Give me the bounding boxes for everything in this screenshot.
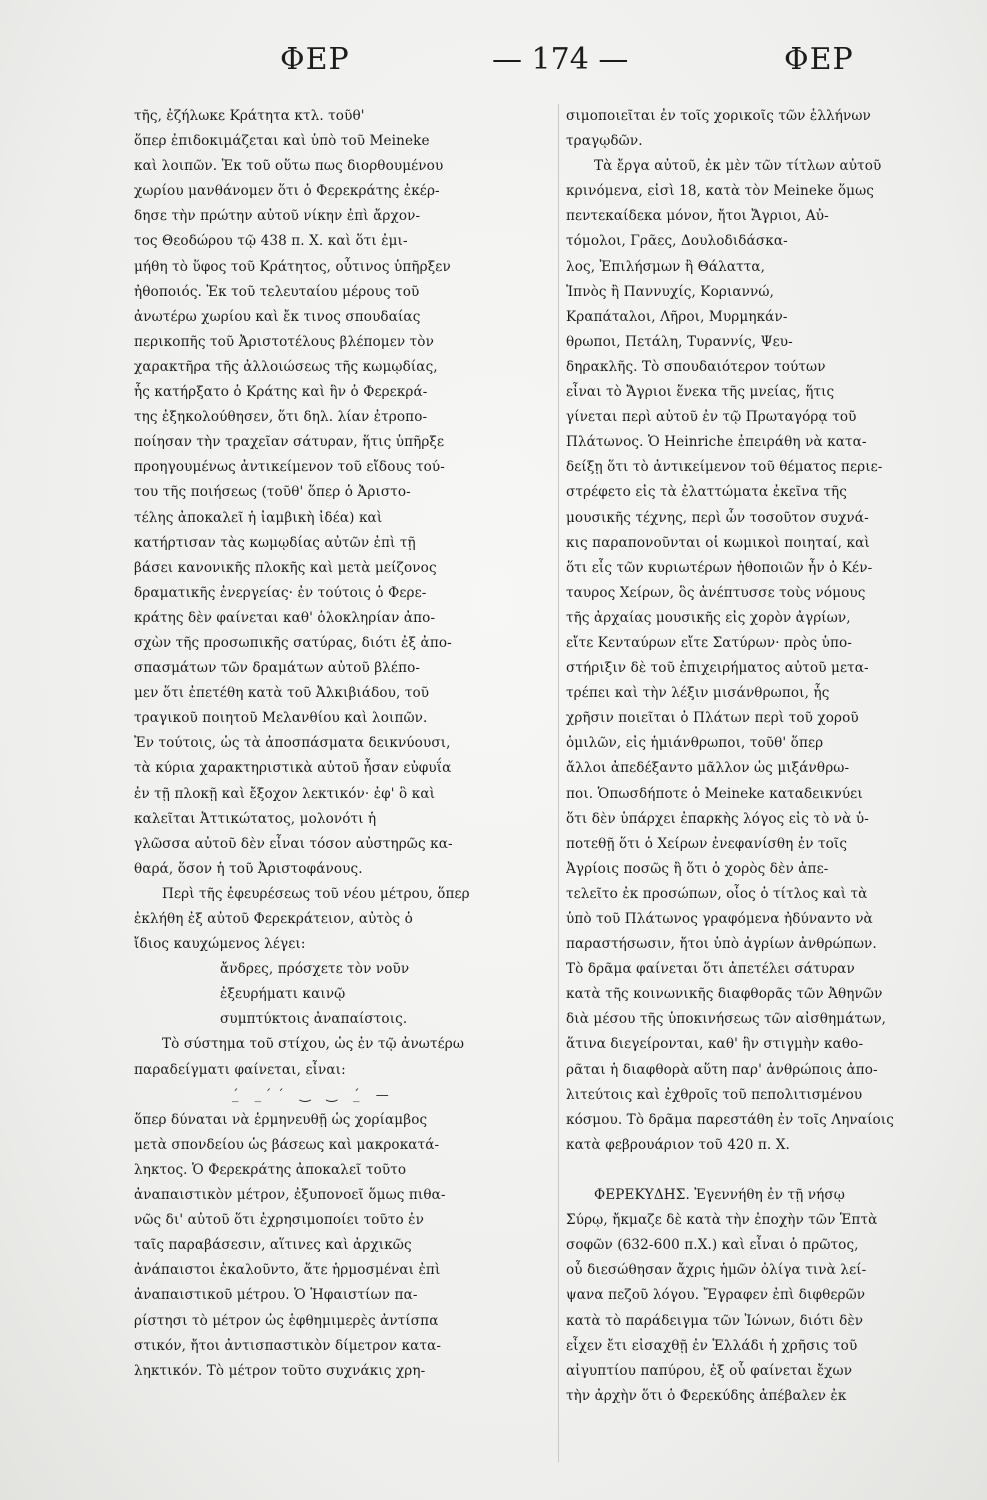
text-line: κατὰ τῆς κοινωνικῆς διαφθορᾶς τῶν Ἀθηνῶν: [566, 986, 883, 1003]
text-line: ρίστησι τὸ μέτρον ὡς ἑφθημιμερὲς ἀντίσπα: [134, 1312, 439, 1329]
text-line: ἅτινα διεγείρονται, καθ' ἣν στιγμὴν καθο-: [566, 1036, 864, 1053]
text-line: περικοπῆς τοῦ Ἀριστοτέλους βλέπομεν τὸν: [134, 333, 434, 350]
text-line: τῆς ἀρχαίας μουσικῆς εἰς χορὸν ἀγρίων,: [566, 609, 851, 626]
text-line: ποτεθῇ ὅτι ὁ Χείρων ἐνεφανίσθη ἐν τοῖς: [566, 835, 848, 852]
text-line: τραγῳδῶν.: [566, 133, 643, 150]
text-line: δείξῃ ὅτι τὸ ἀντικείμενον τοῦ θέματος περιε-: [566, 459, 883, 476]
text-line: κόσμου. Τὸ δρᾶμα παρεστάθη ἐν τοῖς Ληναίοις: [566, 1111, 894, 1128]
text-line: δηρακλῆς. Τὸ σπουδαιότερον τούτων: [566, 358, 826, 375]
text-line: ἴδιος καυχώμενος λέγει:: [134, 936, 306, 953]
text-line: ὑπὸ τοῦ Πλάτωνος γραφόμενα ἠδύναντο νὰ: [566, 911, 873, 927]
text-line: παραδείγματι φαίνεται, εἶναι:: [134, 1061, 346, 1078]
text-line: τραγικοῦ ποιητοῦ Μελανθίου καὶ λοιπῶν.: [134, 710, 428, 727]
text-line: Τὰ ἔργα αὐτοῦ, ἐκ μὲν τῶν τίτλων αὐτοῦ: [594, 158, 882, 175]
text-line: μετὰ σπονδείου ὡς βάσεως καὶ μακροκατά-: [134, 1136, 440, 1153]
text-line: καλεῖται Ἀττικώτατος, μολονότι ἡ: [134, 810, 377, 827]
text-line: ἐξευρήματι καινῷ: [220, 986, 346, 1003]
text-line: χρῆσιν ποιεῖται ὁ Πλάτων περὶ τοῦ χοροῦ: [566, 710, 859, 727]
text-line: θρωποι, Πετάλη, Τυραννίς, Ψευ-: [566, 333, 793, 350]
text-line: αἰγυπτίου παπύρου, ἐξ οὗ φαίνεται ἔχων: [566, 1362, 853, 1379]
text-line: τος Θεοδώρου τῷ 438 π. Χ. καὶ ὅτι ἐμι-: [134, 233, 408, 250]
text-line: στήριξιν δὲ τοῦ ἐπιχειρήματος αὐτοῦ μετα-: [566, 660, 869, 677]
text-line: δησε τὴν πρώτην αὐτοῦ νίκην ἐπὶ ἄρχον-: [134, 208, 421, 225]
text-line: ὅτι δὲν ὑπάρχει ἐπαρκὴς λόγος εἰς τὸ νὰ ὑ-: [566, 810, 869, 827]
text-line: του τῆς ποιήσεως (τοῦθ' ὅπερ ὁ Ἀριστο-: [134, 484, 411, 501]
text-line: στικόν, ἤτοι ἀντισπαστικὸν δίμετρον κατα-: [134, 1337, 442, 1354]
text-line: εἴτε Κενταύρων εἴτε Σατύρων· πρὸς ὑπο-: [566, 634, 852, 651]
text-line: ἀναπαιστικὸν μέτρον, ἐξυπονοεῖ ὅμως πιθα-: [134, 1187, 446, 1204]
text-line: ἐκλήθη ἐξ αὐτοῦ Φερεκράτειον, αὐτὸς ὁ: [134, 911, 413, 927]
text-line: χαρακτῆρα τῆς ἀλλοιώσεως τῆς κωμῳδίας,: [134, 358, 438, 375]
running-head-right: ΦΕΡ: [784, 42, 854, 77]
text-line: Τὸ δρᾶμα φαίνεται ὅτι ἀπετέλει σάτυραν: [566, 961, 855, 978]
text-line: τόμολοι, Γρᾶες, Δουλοδιδάσκα-: [566, 233, 788, 250]
text-line: ρᾶται ἡ διαφθορὰ αὕτη παρ' ἀνθρώποις ἀπο-: [566, 1061, 878, 1078]
text-line: τὰ κύρια χαρακτηριστικὰ αὐτοῦ ἦσαν εὐφυΐα: [134, 760, 452, 777]
text-line: πεντεκαίδεκα μόνον, ἤτοι Ἄγριοι, Αὐ-: [566, 208, 829, 225]
text-line: σπασμάτων τῶν δραμάτων αὐτοῦ βλέπο-: [134, 660, 421, 677]
text-line: ἀνωτέρω χωρίου καὶ ἔκ τινος σπουδαίας: [134, 308, 421, 325]
text-line: σοφῶν (632-600 π.Χ.) καὶ εἶναι ὁ πρῶτος,: [566, 1237, 859, 1254]
text-line: θαρά, ὅσον ἡ τοῦ Ἀριστοφάνους.: [134, 860, 363, 877]
left-text-column: [134, 104, 552, 1384]
text-line: τῆς, ἐζήλωκε Κράτητα κτλ. τοῦθ': [134, 108, 365, 124]
text-line: λος, Ἐπιλήσμων ἢ Θάλαττα,: [566, 258, 766, 275]
text-line: ὅπερ δύναται νὰ ἑρμηνευθῇ ὡς χορίαμβος: [134, 1111, 428, 1128]
text-line: Περὶ τῆς ἐφευρέσεως τοῦ νέου μέτρου, ὅπερ: [162, 885, 470, 902]
running-head-left: ΦΕΡ: [280, 42, 350, 77]
text-line: προηγουμένως ἀντικείμενον τοῦ εἴδους τού-: [134, 459, 445, 476]
text-line: γλῶσσα αὐτοῦ δὲν εἶναι τόσον αὐστηρῶς κα-: [134, 835, 453, 852]
text-line: κράτης δὲν φαίνεται καθ' ὁλοκληρίαν ἀπο-: [134, 609, 436, 626]
text-line: χωρίου μανθάνομεν ὅτι ὁ Φερεκράτης ἐκέρ-: [134, 183, 440, 200]
metrical-scheme: _́ _ ́´ ‿ ‿ _́ —: [232, 1087, 395, 1103]
text-line: ὁμιλῶν, εἰς ἡμιάνθρωποι, τοῦθ' ὅπερ: [566, 735, 824, 752]
text-line: Κραπάταλοι, Λῆροι, Μυρμηκάν-: [566, 308, 788, 325]
text-line: κατὰ φεβρουάριον τοῦ 420 π. Χ.: [566, 1136, 790, 1153]
text-line: στρέφετο εἰς τὰ ἐλαττώματα ἐκεῖνα τῆς: [566, 484, 847, 501]
text-line: κατήρτισαν τὰς κωμῳδίας αὐτῶν ἐπὶ τῇ: [134, 534, 416, 551]
text-line: ἠθοποιός. Ἐκ τοῦ τελευταίου μέρους τοῦ: [134, 283, 420, 300]
text-line: τελεῖτο ἐκ προσώπων, οἷος ὁ τίτλος καὶ τὰ: [566, 885, 868, 902]
text-line: συμπτύκτοις ἀναπαίστοις.: [220, 1011, 408, 1028]
text-line: γίνεται περὶ αὐτοῦ ἐν τῷ Πρωταγόρᾳ τοῦ: [566, 409, 857, 426]
text-line: τέλης ἀποκαλεῖ ἡ ἰαμβικὴ ἰδέα) καὶ: [134, 509, 383, 526]
text-line: τρέπει καὶ τὴν λέξιν μισάνθρωποι, ἧς: [566, 685, 830, 702]
text-line: μήθη τὸ ὕφος τοῦ Κράτητος, οὗτινος ὑπῆρξεν: [134, 258, 451, 275]
text-line: σχὼν τῆς προσωπικῆς σατύρας, διότι ἐξ ἀπο-: [134, 634, 452, 651]
column-divider: [558, 104, 559, 1462]
text-line: ποι. Ὁπωσδήποτε ὁ Meineke καταδεικνύει: [566, 785, 863, 802]
text-line: ποίησαν τὴν τραχεῖαν σάτυραν, ἥτις ὑπῆρξε: [134, 434, 445, 451]
text-line: καὶ λοιπῶν. Ἐκ τοῦ οὕτω πως διορθουμένου: [134, 158, 444, 175]
text-line: κατὰ τὸ παράδειγμα τῶν Ἰώνων, διότι δὲν: [566, 1312, 864, 1329]
text-line: δραματικῆς ἐνεργείας· ἐν τούτοις ὁ Φερε-: [134, 584, 427, 601]
text-line: ὅπερ ἐπιδοκιμάζεται καὶ ὑπὸ τοῦ Meineke: [134, 133, 430, 150]
text-line: παραστήσωσιν, ἤτοι ὑπὸ ἀγρίων ἀνθρώπων.: [566, 936, 877, 953]
text-line: ληκτικόν. Τὸ μέτρον τοῦτο συχνάκις χρη-: [134, 1362, 426, 1379]
text-line: ἄλλοι ἀπεδέξαντο μᾶλλον ὡς μιξάνθρω-: [566, 760, 850, 777]
text-line: κις παραπονοῦνται οἱ κωμικοὶ ποιηταί, καὶ: [566, 534, 870, 551]
text-line: μεν ὅτι ἐπετέθη κατὰ τοῦ Ἀλκιβιάδου, τοῦ: [134, 685, 430, 702]
text-line: νῶς δι' αὐτοῦ ὅτι ἐχρησιμοποίει τοῦτο ἐν: [134, 1212, 424, 1229]
text-line: λιτεύτοις καὶ ἐχθροῖς τοῦ πεπολιτισμένου: [566, 1086, 863, 1103]
text-line: διὰ μέσου τῆς ὑποκινήσεως τῶν αἰσθημάτων,: [566, 1011, 887, 1028]
text-line: ταῖς παραβάσεσιν, αἵτινες καὶ ἀρχικῶς: [134, 1237, 412, 1254]
text-line: ἧς κατήρξατο ὁ Κράτης καὶ ἣν ὁ Φερεκρά-: [134, 384, 428, 401]
right-text-column: [566, 104, 978, 1409]
text-line: Σύρῳ, ἤκμαζε δὲ κατὰ τὴν ἐποχὴν τῶν Ἑπτὰ: [566, 1212, 878, 1229]
page-number: — 174 —: [492, 42, 629, 77]
text-line: σιμοποιεῖται ἐν τοῖς χορικοῖς τῶν ἑλλήνων: [566, 108, 871, 124]
text-line: ἀναπαιστικοῦ μέτρου. Ὁ Ἡφαιστίων πα-: [134, 1287, 418, 1304]
text-line: ληκτος. Ὁ Φερεκράτης ἀποκαλεῖ τοῦτο: [134, 1161, 407, 1178]
text-line: εἶχεν ἔτι εἰσαχθῇ ἐν Ἑλλάδι ἡ χρῆσις τοῦ: [566, 1337, 858, 1354]
page-header: [0, 42, 987, 92]
text-line: Πλάτωνος. Ὁ Heinriche ἐπειράθη νὰ κατα-: [566, 434, 867, 451]
text-line: μουσικῆς τέχνης, περὶ ὧν τοσοῦτον συχνά-: [566, 509, 869, 526]
text-line: Ἐν τούτοις, ὡς τὰ ἀποσπάσματα δεικνύουσι,: [134, 735, 451, 752]
text-line: Τὸ σύστημα τοῦ στίχου, ὡς ἐν τῷ ἀνωτέρω: [162, 1036, 465, 1053]
text-line: ὅτι εἷς τῶν κυριωτέρων ἠθοποιῶν ἦν ὁ Κέν-: [566, 559, 873, 576]
text-line: ἀνάπαιστοι ἐκαλοῦντο, ἅτε ἡρμοσμέναι ἐπὶ: [134, 1262, 441, 1279]
text-line: ψανα πεζοῦ λόγου. Ἔγραφεν ἐπὶ διφθερῶν: [566, 1287, 866, 1304]
text-line: Ἀγρίοις ποσῶς ἢ ὅτι ὁ χορὸς δὲν ἀπε-: [566, 860, 829, 877]
text-line: ἐν τῇ πλοκῇ καὶ ἔξοχον λεκτικόν· ἐφ' ὃ καὶ: [134, 785, 436, 802]
text-line: της ἐξηκολούθησεν, ὅτι δηλ. λίαν ἐτροπο-: [134, 409, 428, 426]
text-line: ἄνδρες, πρόσχετε τὸν νοῦν: [220, 961, 410, 978]
text-line: εἶναι τὸ Ἄγριοι ἕνεκα τῆς μνείας, ἥτις: [566, 384, 835, 401]
text-line: κρινόμενα, εἰσὶ 18, κατὰ τὸν Meineke ὅμως: [566, 183, 874, 200]
text-line: τὴν ἀρχὴν ὅτι ὁ Φερεκύδης ἀπέβαλεν ἐκ: [566, 1387, 847, 1404]
text-line: Ἰπνὸς ἢ Παννυχίς, Κοριαννώ,: [566, 283, 774, 300]
text-line: βάσει κανονικῆς πλοκῆς καὶ μετὰ μείζονος: [134, 559, 437, 576]
text-line: [566, 1158, 978, 1183]
text-line: ΦΕΡΕΚΥΔΗΣ. Ἐγεννήθη ἐν τῇ νήσῳ: [594, 1187, 845, 1204]
text-line: οὗ διεσώθησαν ἄχρις ἡμῶν ὀλίγα τινὰ λεί-: [566, 1262, 867, 1279]
text-line: ταυρος Χείρων, ὃς ἀνέπτυσσε τοὺς νόμους: [566, 584, 866, 601]
